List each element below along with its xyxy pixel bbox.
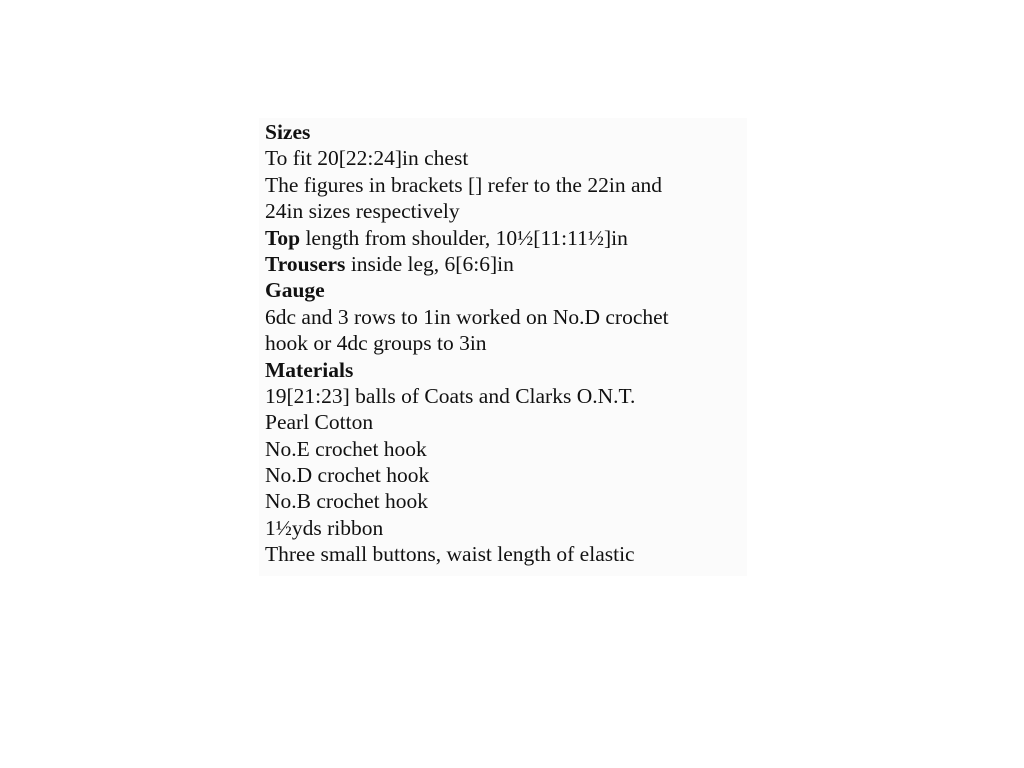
- trousers-length-text: inside leg, 6[6:6]in: [345, 251, 514, 276]
- gauge-line-1: 6dc and 3 rows to 1in worked on No.D crochet: [265, 304, 669, 329]
- materials-item-hook-e: No.E crochet hook: [265, 436, 427, 461]
- top-length-line: [265, 225, 747, 251]
- materials-item-hook-d: No.D crochet hook: [265, 463, 430, 488]
- gauge-line-2: hook or 4dc groups to 3in: [265, 331, 487, 356]
- top-length-text: length from shoulder, 10½[11:11½]in: [300, 225, 628, 250]
- materials-item-yarn: 19[21:23] balls of Coats and Clarks O.N.T.: [265, 383, 636, 408]
- trousers-length-line: [265, 251, 747, 277]
- pattern-requirements: [259, 118, 747, 576]
- sizes-heading: Sizes: [265, 120, 311, 144]
- materials-heading: Materials: [265, 357, 354, 382]
- sizes-fit-text: To fit 20[22:24]in chest: [265, 146, 469, 171]
- sizes-note-line-2: 24in sizes respectively: [265, 199, 460, 224]
- top-label: Top: [265, 225, 301, 250]
- materials-item-ribbon: 1½yds ribbon: [265, 515, 384, 540]
- trousers-label: Trousers: [265, 251, 346, 276]
- materials-item-hook-b: No.B crochet hook: [265, 489, 429, 514]
- materials-item-buttons: Three small buttons, waist length of elastic: [265, 542, 635, 567]
- gauge-heading: Gauge: [265, 278, 325, 303]
- sizes-note-line-1: The figures in brackets [] refer to the 22in and: [265, 172, 662, 197]
- materials-item-yarn-type: Pearl Cotton: [265, 410, 374, 435]
